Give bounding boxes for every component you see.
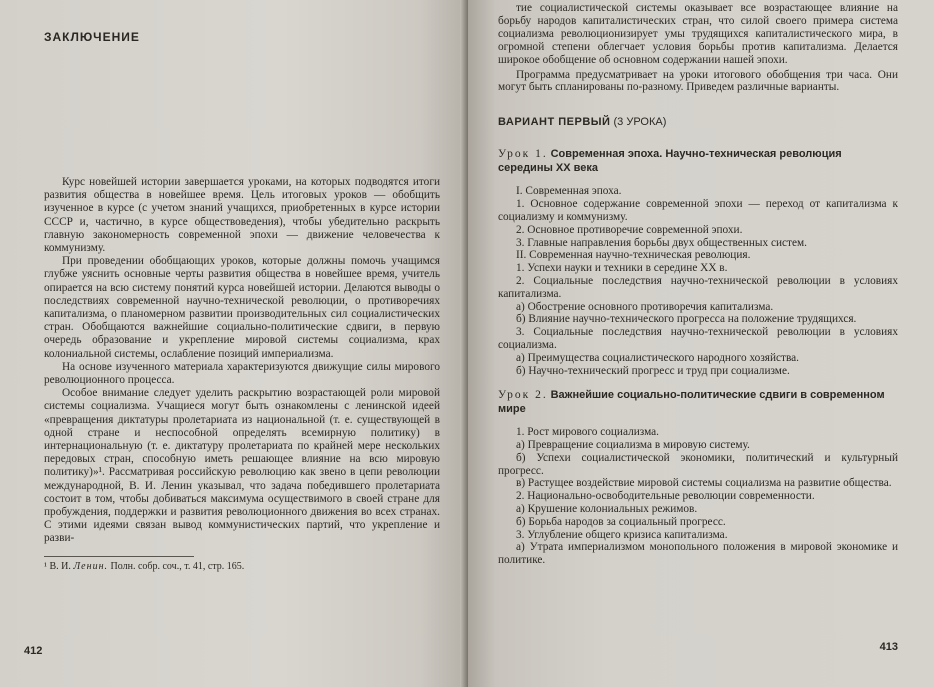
outline-item: 1. Основное содержание современной эпохи — переход от капитализма к социализму и коммунизму. [498, 198, 898, 223]
outline-item: I. Современная эпоха. [516, 185, 622, 198]
outline-item: 3. Главные направления борьбы двух общественных систем. [516, 236, 807, 249]
outline-item: а) Утрата империализмом монопольного положения в мировой экономике и политике. [498, 541, 898, 567]
variant-note: (3 УРОКА) [613, 116, 667, 129]
variant-title: ВАРИАНТ ПЕРВЫЙ [498, 116, 611, 129]
lesson-1 [498, 148, 898, 377]
outline-item: 3. Углубление общего кризиса капитализма. [516, 528, 728, 541]
lesson-outline [498, 426, 898, 567]
outline-item: б) Успехи социалистической экономики, политический и культурный прогресс. [498, 451, 898, 477]
footnote [44, 561, 440, 573]
paragraph: Особое внимание следует уделить раскрытию возрастающей роли мировой системы социализма. Учащиеся могут быть ознакомлены с ленинской идеей «превращения диктатуры пролетариата из национальной (т. е. существующей в одной стране и неспособной определять всемирную политику) в интернациональную (т. е. диктатуру пролетариата по крайней мере нескольких передовых стран, способную иметь решающее влияние на всю мировую политику)»¹. Рассматривая российскую революцию как звено в цепи революции международной, В. И. Ленин указывал, что задача победившего пролетариата состоит в том, чтобы добиваться максимума осуществимого в своей стране для пробуждения, поддержки и развития революционного движения во всех странах. С этими идеями связан вывод коммунистических партий, что укрепление и разви- [44, 387, 440, 545]
section-heading: ЗАКЛЮЧЕНИЕ [44, 30, 140, 44]
right-page [468, 0, 934, 687]
footnote-source: Полн. собр. соч., т. 41, стр. 165. [110, 560, 245, 572]
outline-item: II. Современная научно-техническая революция. [516, 249, 751, 262]
lesson-outline [498, 185, 898, 377]
paragraph: Курс новейшей истории завершается уроками, на которых подводятся итоги развития общества в новейшее время. Цель итоговых уроков — обобщить изученное в курсе (с учетом знаний учащихся, приобретенных в курсе истории СССР и, частично, в курсе обществоведения), чтобы убедительно раскрыть главную закономерность современной эпохи — движение человечества к коммунизму. [44, 176, 440, 255]
variant-heading [498, 116, 898, 128]
outline-item: 2. Социальные последствия научно-технической революции в условиях капитализма. [498, 274, 898, 300]
outline-item: а) Крушение колониальных режимов. [516, 503, 698, 516]
footnote-prefix: ¹ В. И. [44, 560, 71, 572]
lesson-label: Урок 1. [498, 148, 548, 161]
page-number: 412 [24, 645, 43, 657]
paragraph: Программа предусматривает на уроки итогового обобщения три часа. Они могут быть спланированы по-разному. Приведем различные варианты. [498, 68, 898, 94]
lesson-heading: Современная эпоха. Научно-техническая революция середины XX века [498, 148, 842, 174]
page-number: 413 [879, 641, 898, 653]
outline-item: 3. Социальные последствия научно-технической революции в условиях социализма. [498, 326, 898, 351]
outline-item: 2. Основное противоречие современной эпохи. [516, 223, 743, 236]
outline-item: б) Научно-технический прогресс и труд при социализме. [516, 364, 790, 377]
lesson-title [498, 389, 898, 416]
outline-item: 2. Национально-освободительные революции современности. [516, 490, 815, 503]
paragraph: На основе изученного материала характеризуются движущие силы мирового революционного процесса. [44, 360, 440, 387]
left-page [0, 0, 466, 687]
footnote-author: Ленин. [73, 560, 109, 572]
lesson-2 [498, 389, 898, 567]
outline-item: в) Растущее воздействие мировой системы социализма на развитие общества. [516, 477, 892, 490]
lesson-heading: Важнейшие социально-политические сдвиги в современном мире [498, 389, 885, 415]
outline-item: б) Борьба народов за социальный прогресс. [516, 515, 726, 528]
paragraph: При проведении обобщающих уроков, которые должны помочь учащимся глубже уяснить основные черты развития общества в новейшее время, учитель опирается на всю систему понятий курса новейшей истории. Делаются выводы о последствиях современной научно-технической революции, о противоречиях капитализма, о планомерном развитии производительных сил социалистических стран. Обобщаются важнейшие социально-политические сдвиги, в первую очередь образование и укрепление мировой системы социализма, крах колониальной системы, ослабление позиций империализма. [44, 255, 440, 360]
outline-item: 1. Успехи науки и техники в середине XX в. [516, 262, 728, 275]
lesson-label: Урок 2. [498, 389, 548, 402]
outline-item: а) Превращение социализма в мировую систему. [516, 439, 750, 452]
outline-item: а) Обострение основного противоречия капитализма. [516, 300, 774, 313]
lesson-title [498, 148, 898, 175]
footnote-divider [44, 556, 194, 557]
outline-item: а) Преимущества социалистического народного хозяйства. [516, 351, 800, 364]
paragraph: тие социалистической системы оказывает все возрастающее влияние на борьбу народов капиталистических стран, что силой своего примера система социализма революционизирует умы трудящихся капиталистического мира, в огромной степени облегчает условия борьбы против капитализма. Делается широкое обобщение об основном содержании нашей эпохи. [498, 2, 898, 66]
outline-item: б) Влияние научно-технического прогресса на положение трудящихся. [516, 313, 857, 326]
outline-item: 1. Рост мирового социализма. [516, 426, 659, 439]
